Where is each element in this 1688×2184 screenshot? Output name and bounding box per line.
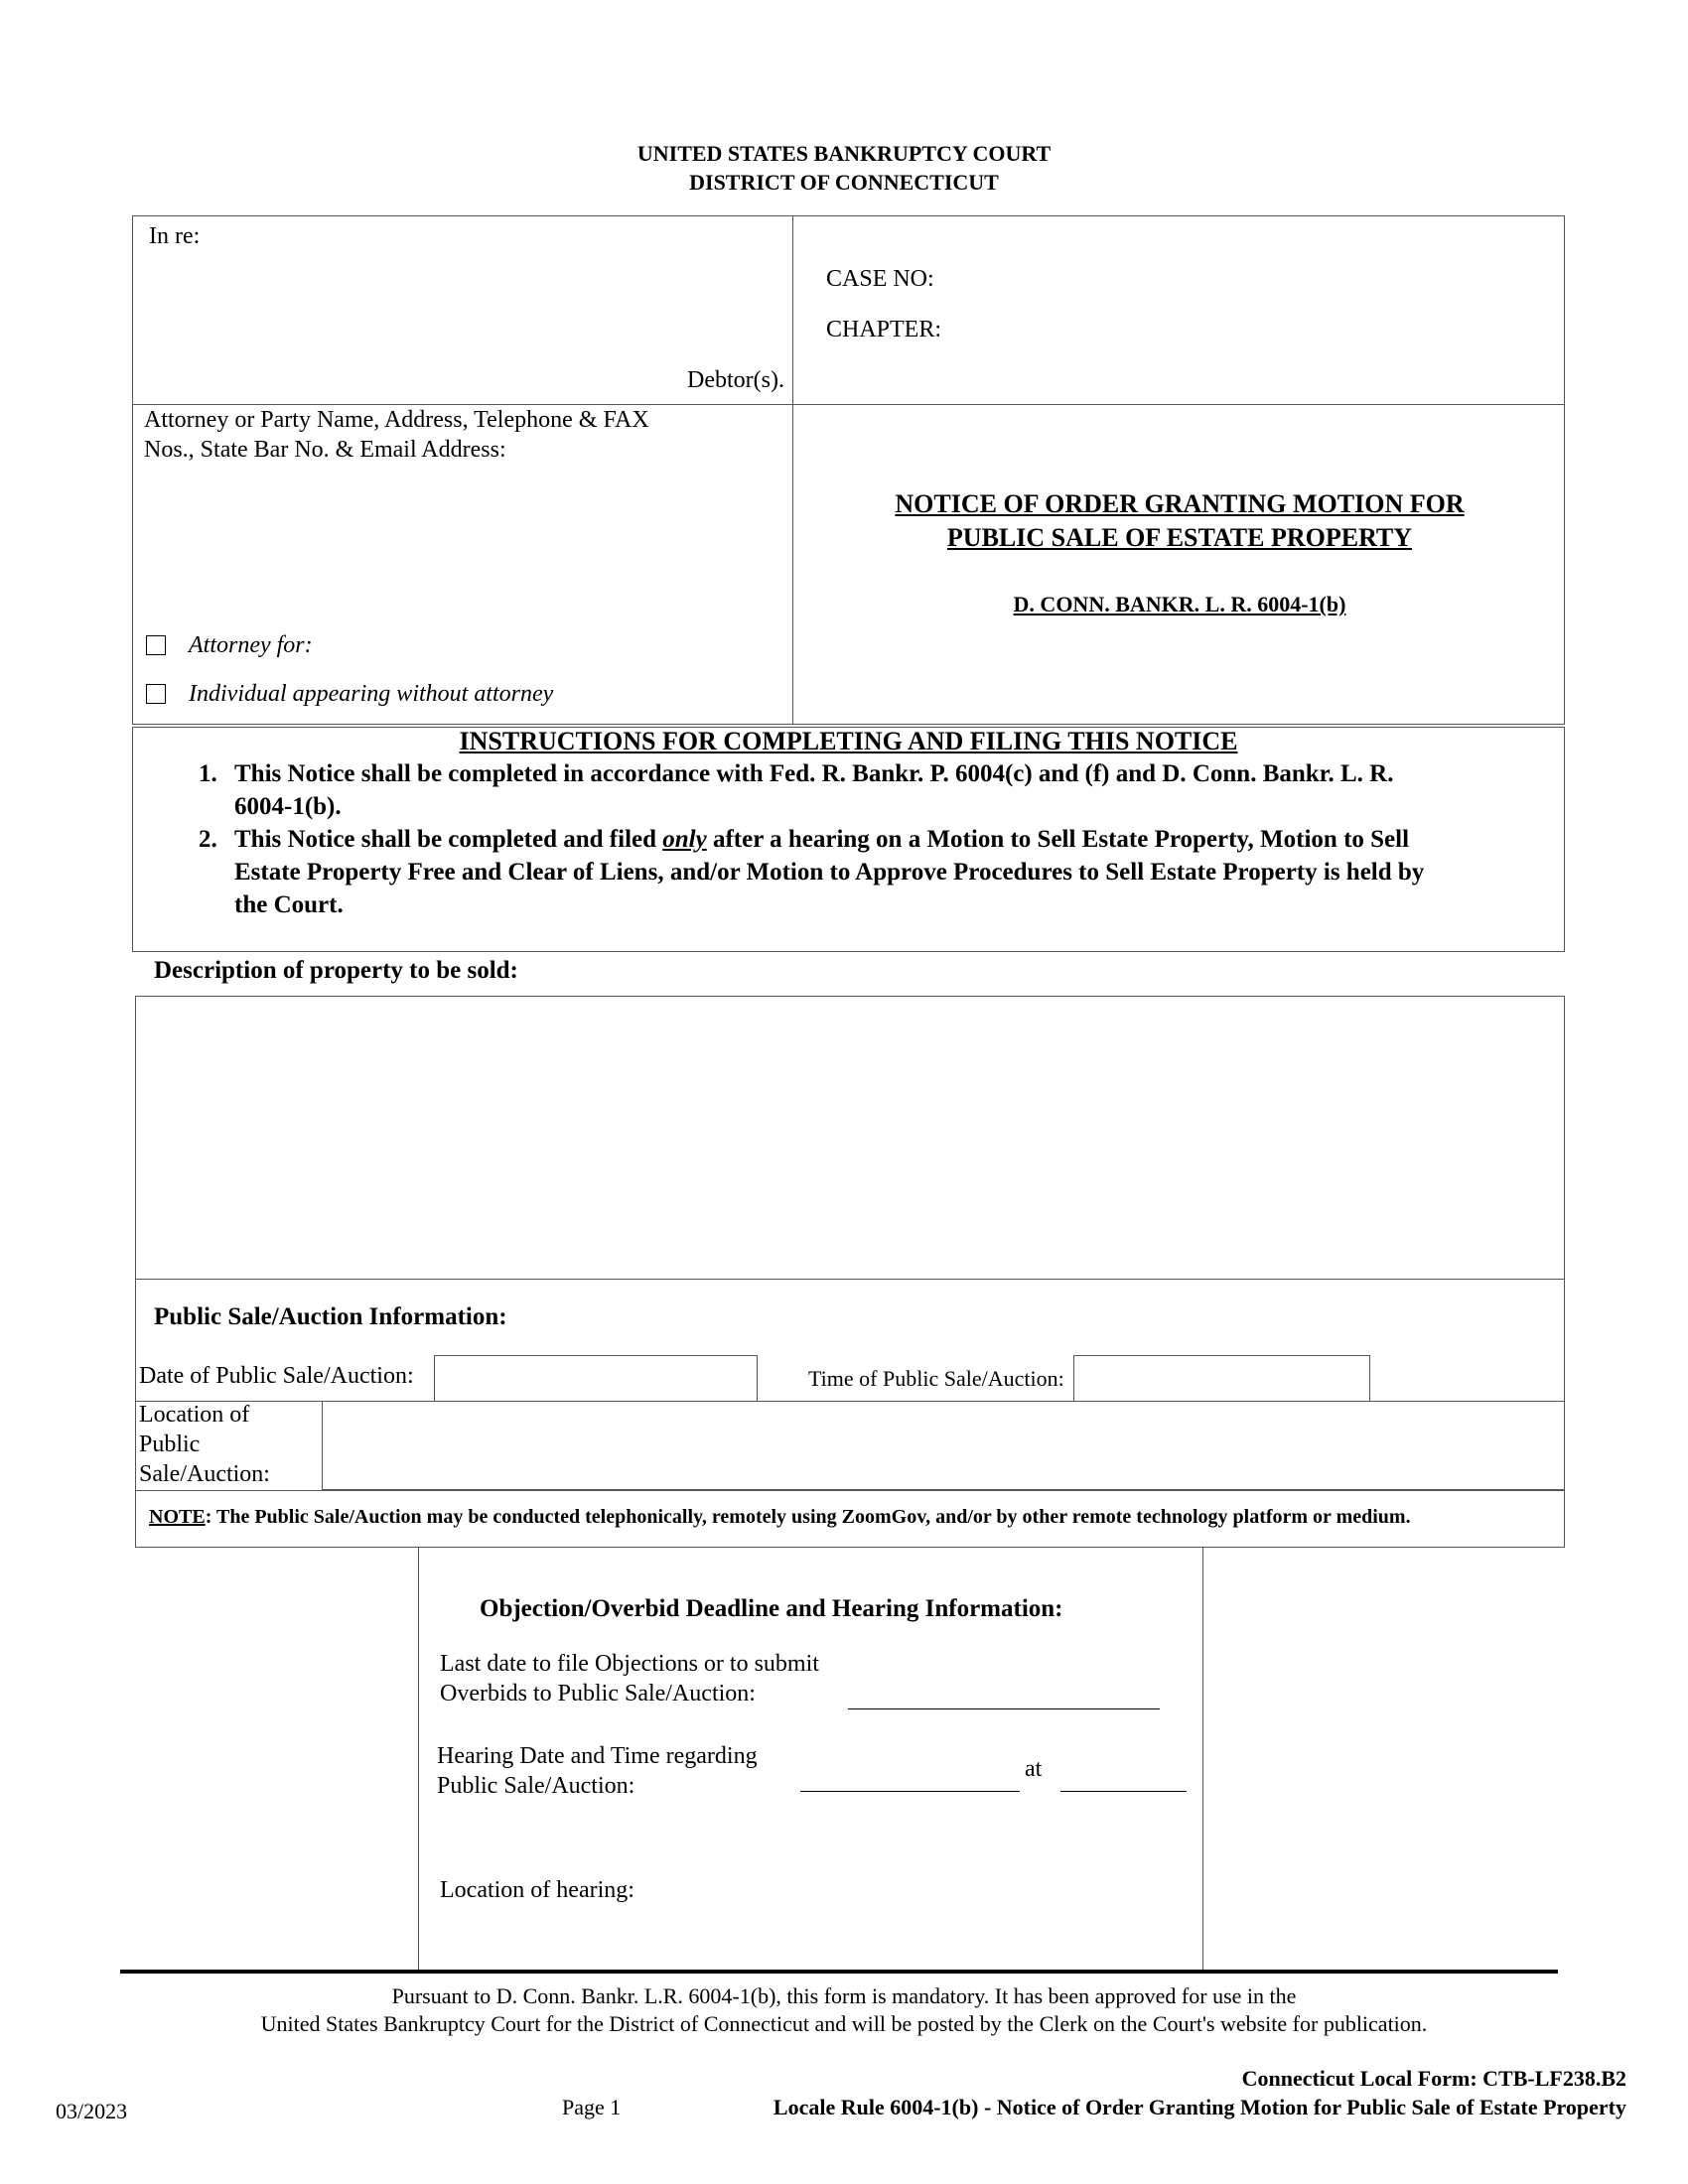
case-no-label: CASE NO: xyxy=(826,266,934,292)
hearing-at-label: at xyxy=(1025,1756,1043,1782)
hearing-location-field[interactable] xyxy=(695,1866,1182,1906)
attorney-for-checkbox[interactable] xyxy=(146,635,166,655)
instruction-2-line1 xyxy=(234,826,1409,854)
instruction-2-post: after a hearing on a Motion to Sell Estate Property, Motion to Sell xyxy=(712,826,1410,853)
instruction-1-number: 1. xyxy=(199,760,217,787)
instruction-2-number: 2. xyxy=(199,826,217,853)
debtors-label: Debtor(s). xyxy=(687,367,784,393)
court-name: UNITED STATES BANKRUPTCY COURT xyxy=(636,141,1052,166)
auction-time-label: Time of Public Sale/Auction: xyxy=(808,1366,1064,1391)
hearing-time-field[interactable] xyxy=(1060,1791,1187,1792)
deadline-label-2: Overbids to Public Sale/Auction: xyxy=(440,1681,756,1706)
instruction-2-only: only xyxy=(662,826,707,853)
objection-box-left xyxy=(418,1548,419,1970)
instruction-2-line3: the Court. xyxy=(234,891,344,918)
auction-heading: Public Sale/Auction Information: xyxy=(154,1303,507,1330)
chapter-label: CHAPTER: xyxy=(826,317,942,342)
form-id: Connecticut Local Form: CTB-LF238.B2 xyxy=(1241,2066,1626,2091)
individual-checkbox[interactable] xyxy=(146,684,166,704)
hearing-location-label: Location of hearing: xyxy=(440,1877,634,1903)
local-rule-citation: D. CONN. BANKR. L. R. 6004-1(b) xyxy=(1013,592,1346,616)
court-district: DISTRICT OF CONNECTICUT xyxy=(689,170,999,195)
attorney-info-label-1: Attorney or Party Name, Address, Telephone & FAX xyxy=(144,407,649,433)
note-text: : The Public Sale/Auction may be conducted telephonically, remotely using ZoomGov, and/or by other remote technology platform or medium. xyxy=(205,1506,1411,1528)
deadline-field[interactable] xyxy=(848,1708,1160,1709)
auction-location-field[interactable] xyxy=(322,1401,1565,1490)
hearing-label-1: Hearing Date and Time regarding xyxy=(437,1743,758,1769)
hearing-date-field[interactable] xyxy=(800,1791,1020,1792)
auction-location-label-1: Location of xyxy=(139,1402,250,1428)
auction-date-label: Date of Public Sale/Auction: xyxy=(139,1363,414,1389)
property-description-field[interactable] xyxy=(137,998,1563,1278)
hearing-label-2: Public Sale/Auction: xyxy=(437,1773,635,1799)
attorney-info-label-2: Nos., State Bar No. & Email Address: xyxy=(144,437,506,463)
property-description-label: Description of property to be sold: xyxy=(154,957,518,984)
deadline-label-1: Last date to file Objections or to submit xyxy=(440,1651,819,1677)
instruction-1-line2: 6004-1(b). xyxy=(234,793,342,820)
note-label: NOTE xyxy=(149,1506,206,1528)
notice-title-line1: NOTICE OF ORDER GRANTING MOTION FOR xyxy=(895,489,1465,518)
in-re-label: In re: xyxy=(149,223,201,249)
caption-divider-vertical xyxy=(792,215,793,725)
auction-location-label-3: Sale/Auction: xyxy=(139,1461,270,1487)
form-revision-date: 03/2023 xyxy=(56,2099,128,2123)
attorney-for-label: Attorney for: xyxy=(189,632,313,658)
property-divider xyxy=(135,1279,1565,1280)
form-rule-bold: Locale Rule 6004-1(b) xyxy=(773,2095,979,2119)
debtor-name-field[interactable] xyxy=(149,253,774,362)
objection-box-right xyxy=(1202,1548,1203,1970)
mandatory-notice-line2: United States Bankruptcy Court for the District of Connecticut and will be posted by the Clerk on the Court's website for publication. xyxy=(260,2011,1428,2036)
page-number: Page 1 xyxy=(562,2095,622,2119)
objection-heading: Objection/Overbid Deadline and Hearing Information: xyxy=(480,1595,1063,1622)
auction-time-field[interactable] xyxy=(1073,1355,1370,1402)
auction-date-field[interactable] xyxy=(434,1355,758,1402)
instruction-2-line2: Estate Property Free and Clear of Liens, and/or Motion to Approve Procedures to Sell Estate Property is held by xyxy=(234,859,1425,886)
note-divider xyxy=(135,1490,1565,1491)
instruction-2-pre: This Notice shall be completed and filed xyxy=(234,826,657,853)
caption-divider-horizontal xyxy=(132,404,1565,405)
instructions-heading: INSTRUCTIONS FOR COMPLETING AND FILING THIS NOTICE xyxy=(459,727,1238,755)
footer-rule xyxy=(120,1970,1558,1974)
notice-title-line2: PUBLIC SALE OF ESTATE PROPERTY xyxy=(946,523,1413,552)
auction-note xyxy=(149,1506,1411,1529)
individual-label: Individual appearing without attorney xyxy=(189,681,554,707)
auction-location-label-2: Public xyxy=(139,1432,201,1457)
mandatory-notice-line1: Pursuant to D. Conn. Bankr. L.R. 6004-1(b), this form is mandatory. It has been approved for use in the xyxy=(391,1983,1297,2008)
form-rule-description xyxy=(774,2095,1626,2120)
form-rule-rest: - Notice of Order Granting Motion for Public Sale of Estate Property xyxy=(978,2095,1626,2119)
instruction-1-line1: This Notice shall be completed in accordance with Fed. R. Bankr. P. 6004(c) and (f) and D. Conn. Bankr. L. R. xyxy=(234,760,1394,787)
